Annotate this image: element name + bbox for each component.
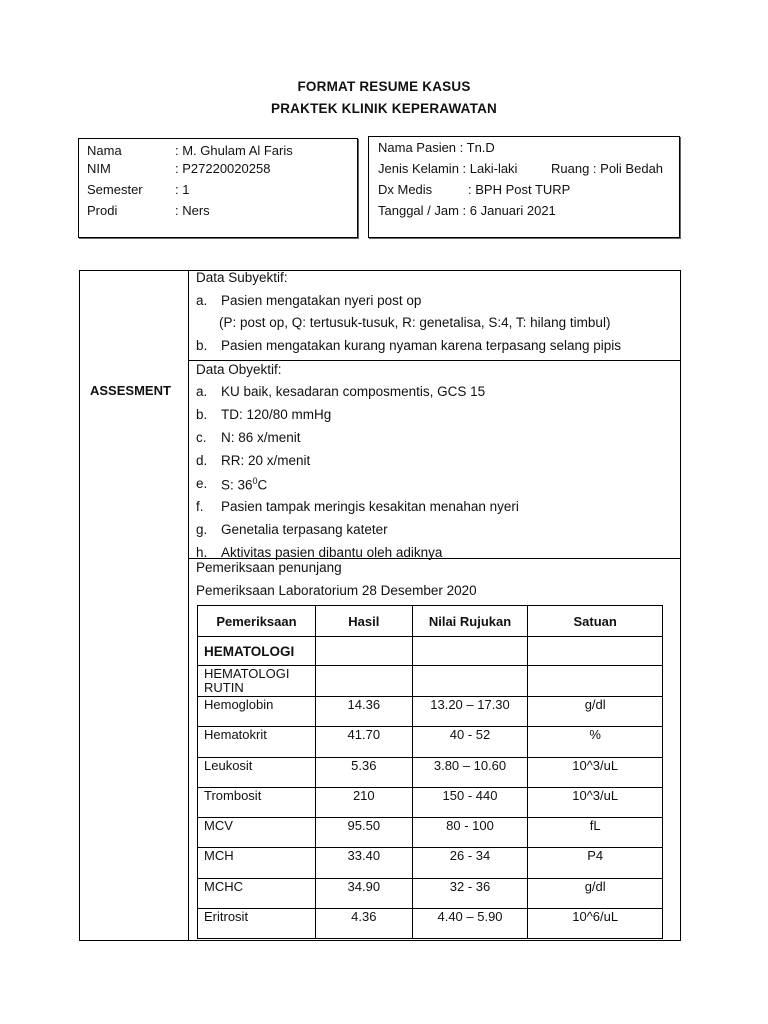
lab-unit: 10^6/uL: [528, 909, 663, 939]
lab-subgroup-rutin: [198, 666, 316, 697]
table-row: [198, 697, 663, 727]
table-row: [198, 909, 663, 939]
subjective-item: Pasien mengatakan nyeri post op: [221, 293, 422, 308]
lab-reference: 4.40 – 5.90: [412, 909, 528, 939]
table-row: [198, 787, 663, 817]
document-subtitle: PRAKTEK KLINIK KEPERAWATAN: [271, 101, 497, 116]
objective-item: Pasien tampak meringis kesakitan menahan nyeri: [221, 499, 519, 514]
lab-header-nilai-rujukan: Nilai Rujukan: [412, 606, 528, 637]
lab-test-name: Eritrosit: [198, 909, 316, 939]
subjective-item-letter: b.: [196, 338, 208, 353]
objective-item: Aktivitas pasien dibantu oleh adiknya: [221, 545, 443, 560]
lab-test-name: MCHC: [198, 878, 316, 908]
patient-date: Tanggal / Jam : 6 Januari 2021: [378, 203, 556, 218]
objective-item: Genetalia terpasang kateter: [221, 522, 388, 537]
objective-item: N: 86 x/menit: [221, 430, 301, 445]
lab-unit: 10^3/uL: [528, 787, 663, 817]
patient-gender: Jenis Kelamin : Laki-laki: [378, 161, 518, 176]
support-heading: Pemeriksaan penunjang: [196, 560, 342, 575]
temperature-value: S: 36: [221, 477, 253, 493]
table-cell: [528, 637, 663, 666]
table-row: [198, 878, 663, 908]
lab-results-table: [197, 605, 663, 939]
table-cell: [315, 637, 412, 666]
subjective-heading: Data Subyektif:: [196, 270, 288, 285]
objective-item-temperature: [221, 476, 267, 493]
subjective-item: Pasien mengatakan kurang nyaman karena terpasang selang pipis: [221, 338, 622, 353]
patient-dx-value: : BPH Post TURP: [468, 182, 571, 197]
student-semester-value: : 1: [175, 182, 190, 197]
student-prodi-label: Prodi: [87, 203, 118, 218]
lab-group-hematologi: HEMATOLOGI: [198, 637, 316, 666]
objective-item: TD: 120/80 mmHg: [221, 407, 332, 422]
student-prodi-value: : Ners: [175, 203, 210, 218]
lab-test-name: MCH: [198, 848, 316, 878]
lab-result: 5.36: [315, 757, 412, 787]
objective-item-letter: c.: [196, 430, 207, 445]
lab-unit: fL: [528, 818, 663, 848]
lab-test-name: Trombosit: [198, 787, 316, 817]
lab-reference: 3.80 – 10.60: [412, 757, 528, 787]
lab-subgroup-line2: RUTIN: [204, 680, 244, 695]
student-nim-label: NIM: [87, 161, 111, 176]
objective-item-letter: g.: [196, 522, 208, 537]
subjective-item-detail: (P: post op, Q: tertusuk-tusuk, R: genetalisa, S:4, T: hilang timbul): [219, 315, 611, 330]
student-nim-value: : P27220020258: [175, 161, 271, 176]
lab-unit: P4: [528, 848, 663, 878]
lab-reference: 40 - 52: [412, 727, 528, 757]
lab-unit: %: [528, 727, 663, 757]
objective-item-letter: f.: [196, 499, 204, 514]
lab-subgroup-line1: HEMATOLOGI: [204, 666, 290, 681]
lab-reference: 150 - 440: [412, 787, 528, 817]
document-title: FORMAT RESUME KASUS: [297, 79, 471, 94]
objective-item-letter: e.: [196, 476, 208, 491]
assessment-label: ASSESMENT: [90, 383, 171, 398]
subjective-item-letter: a.: [196, 293, 208, 308]
lab-test-name: Hemoglobin: [198, 697, 316, 727]
lab-result: 34.90: [315, 878, 412, 908]
patient-room: Ruang : Poli Bedah: [551, 161, 664, 176]
table-cell: [412, 637, 528, 666]
lab-title: Pemeriksaan Laboratorium 28 Desember 2020: [196, 583, 477, 598]
lab-result: 95.50: [315, 818, 412, 848]
table-row: [198, 818, 663, 848]
lab-unit: 10^3/uL: [528, 757, 663, 787]
table-row: [198, 848, 663, 878]
objective-heading: Data Obyektif:: [196, 362, 282, 377]
student-info-box: [78, 138, 358, 238]
table-cell: [528, 666, 663, 697]
lab-test-name: Leukosit: [198, 757, 316, 787]
lab-reference: 26 - 34: [412, 848, 528, 878]
table-row: [198, 757, 663, 787]
patient-name: Nama Pasien : Tn.D: [378, 140, 495, 155]
lab-reference: 13.20 – 17.30: [412, 697, 528, 727]
lab-test-name: MCV: [198, 818, 316, 848]
student-name-label: Nama: [87, 143, 122, 158]
table-cell: [315, 666, 412, 697]
patient-dx-label: Dx Medis: [378, 182, 433, 197]
lab-result: 210: [315, 787, 412, 817]
lab-unit: g/dl: [528, 697, 663, 727]
lab-unit: g/dl: [528, 878, 663, 908]
objective-item: RR: 20 x/menit: [221, 453, 311, 468]
objective-item-letter: a.: [196, 384, 208, 399]
lab-header-hasil: Hasil: [315, 606, 412, 637]
student-semester-label: Semester: [87, 182, 143, 197]
lab-result: 4.36: [315, 909, 412, 939]
subjective-divider: [188, 360, 681, 361]
patient-info-box: [368, 136, 680, 238]
lab-result: 14.36: [315, 697, 412, 727]
temperature-degree: 0: [252, 476, 258, 486]
lab-reference: 32 - 36: [412, 878, 528, 908]
lab-header-pemeriksaan: Pemeriksaan: [198, 606, 316, 637]
objective-item: KU baik, kesadaran composmentis, GCS 15: [221, 384, 486, 399]
temperature-unit: C: [257, 477, 268, 493]
table-cell: [412, 666, 528, 697]
lab-result: 41.70: [315, 727, 412, 757]
lab-result: 33.40: [315, 848, 412, 878]
lab-header-satuan: Satuan: [528, 606, 663, 637]
table-row: [198, 727, 663, 757]
assessment-column-divider: [188, 270, 189, 941]
lab-reference: 80 - 100: [412, 818, 528, 848]
student-name-value: : M. Ghulam Al Faris: [175, 143, 293, 158]
objective-item-letter: b.: [196, 407, 208, 422]
objective-item-letter: d.: [196, 453, 208, 468]
objective-item-letter: h.: [196, 545, 208, 560]
lab-test-name: Hematokrit: [198, 727, 316, 757]
